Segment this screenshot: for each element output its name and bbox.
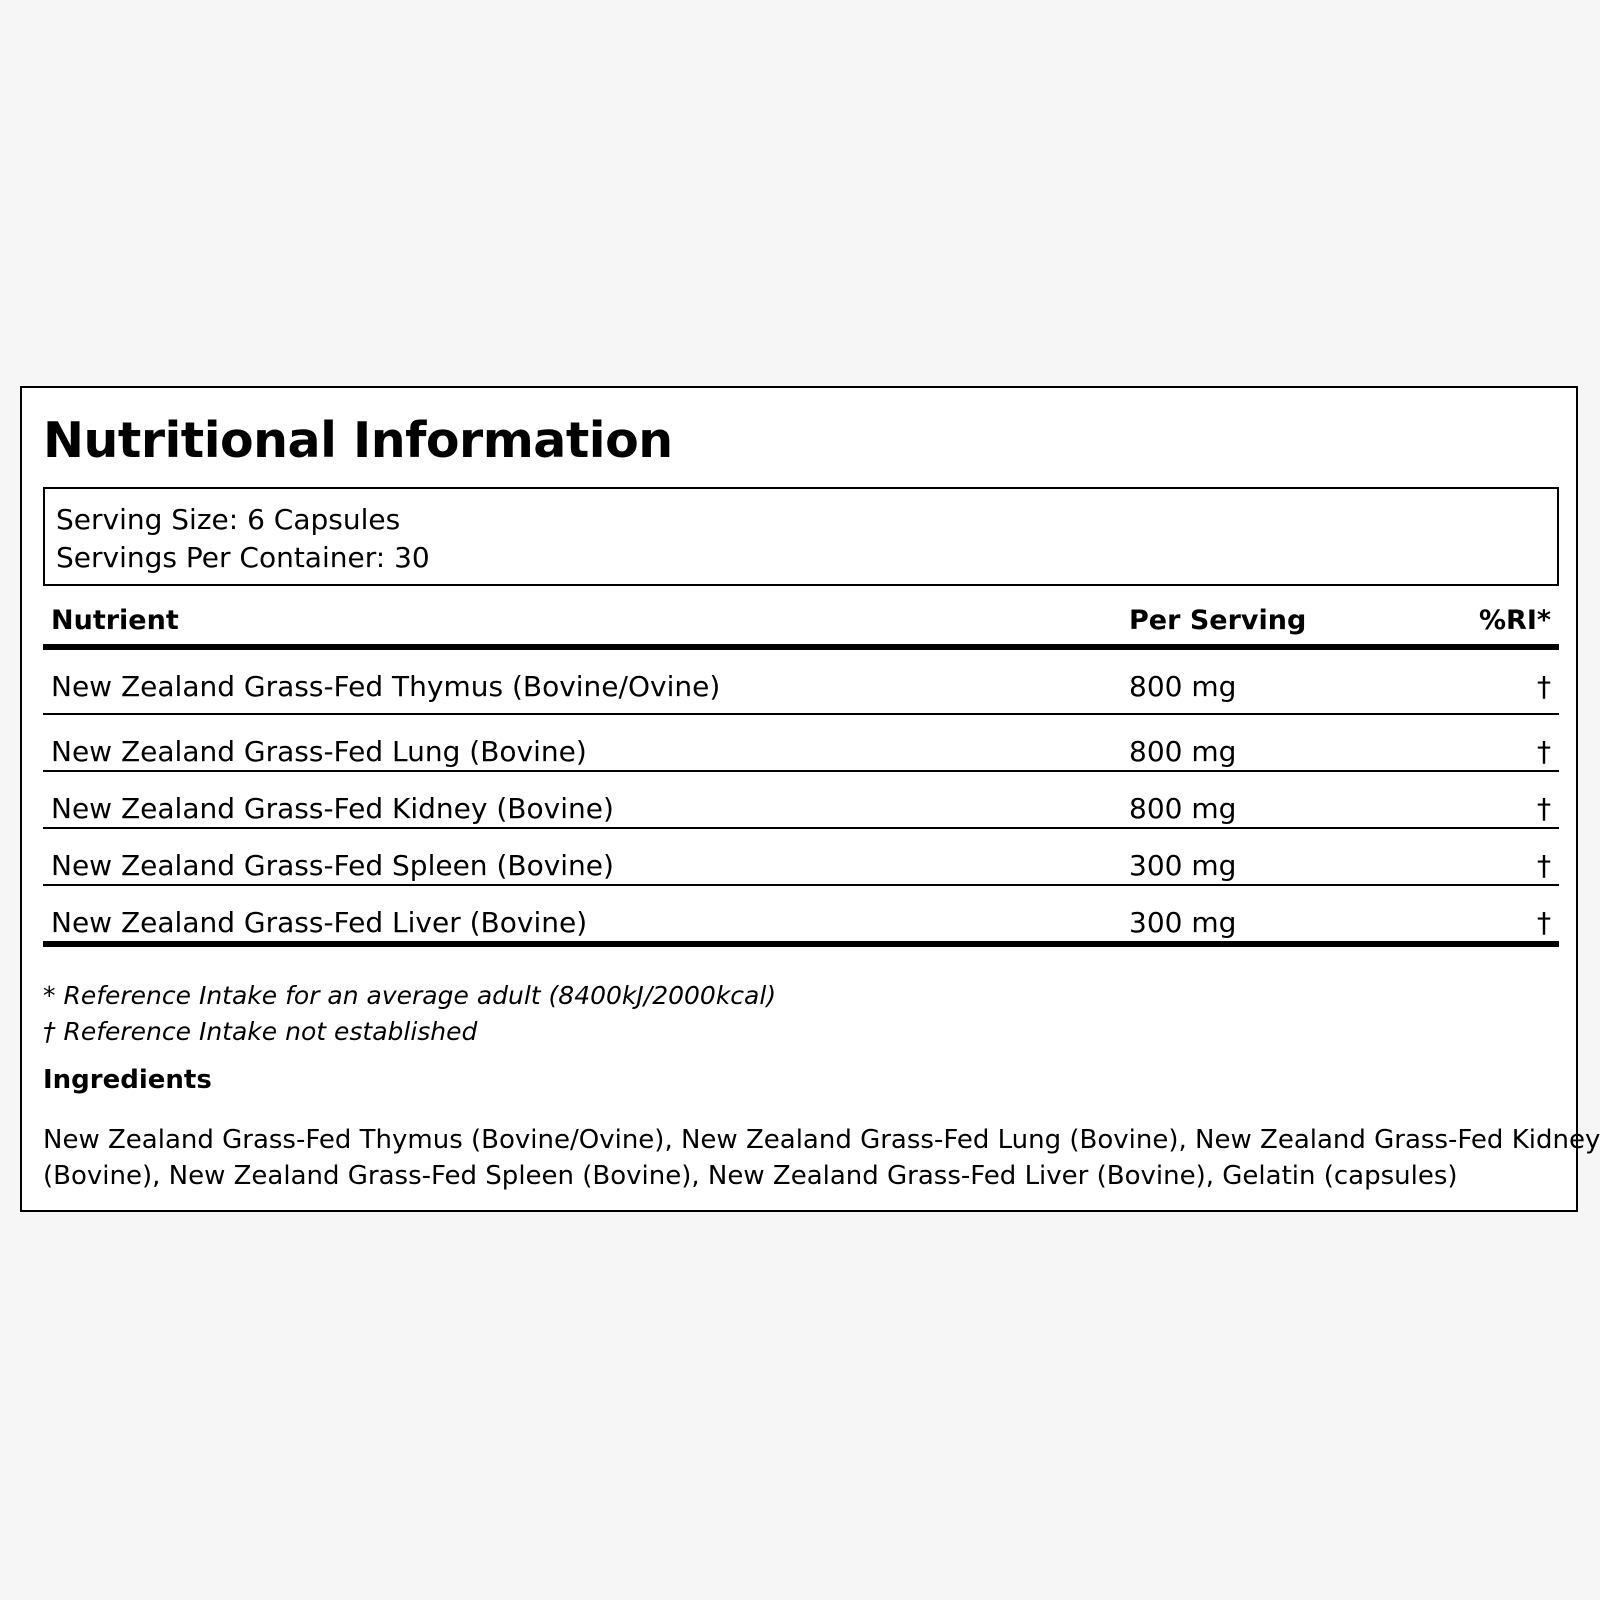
table-row bbox=[43, 829, 1559, 886]
ingredients-text bbox=[43, 1122, 1600, 1194]
table-row bbox=[43, 886, 1559, 947]
nutrient-ri: † bbox=[1537, 792, 1551, 825]
header-nutrient: Nutrient bbox=[51, 605, 179, 636]
nutrient-name: New Zealand Grass-Fed Lung (Bovine) bbox=[51, 735, 587, 768]
nutrient-ri: † bbox=[1537, 906, 1551, 939]
ingredients-heading: Ingredients bbox=[43, 1065, 212, 1095]
nutrient-name: New Zealand Grass-Fed Spleen (Bovine) bbox=[51, 849, 614, 882]
nutrient-table bbox=[43, 599, 1559, 947]
header-per-serving: Per Serving bbox=[1129, 605, 1307, 636]
nutrition-panel bbox=[20, 386, 1600, 1212]
ri-footnote: * Reference Intake for an average adult (8400kJ/2000kcal) bbox=[43, 981, 777, 1010]
table-row bbox=[43, 772, 1559, 829]
nutrient-name: New Zealand Grass-Fed Kidney (Bovine) bbox=[51, 792, 614, 825]
header-ri: %RI* bbox=[1478, 605, 1551, 636]
table-body bbox=[43, 650, 1559, 947]
nutrient-amount: 800 mg bbox=[1129, 670, 1237, 703]
serving-info-box bbox=[43, 487, 1559, 586]
nutrient-amount: 300 mg bbox=[1129, 849, 1237, 882]
nutrient-name: New Zealand Grass-Fed Liver (Bovine) bbox=[51, 906, 588, 939]
nutrient-ri: † bbox=[1537, 735, 1551, 768]
ingredients-line: New Zealand Grass-Fed Thymus (Bovine/Ovine), New Zealand Grass-Fed Lung (Bovine), New Zealand Grass-Fed Kidney bbox=[43, 1125, 1600, 1155]
servings-per-container: Servings Per Container: 30 bbox=[56, 541, 430, 574]
table-header bbox=[43, 599, 1559, 650]
nutrient-ri: † bbox=[1537, 670, 1551, 703]
nutrient-name: New Zealand Grass-Fed Thymus (Bovine/Ovine) bbox=[51, 670, 721, 703]
table-row bbox=[43, 650, 1559, 715]
footnotes bbox=[43, 978, 776, 1050]
serving-size: Serving Size: 6 Capsules bbox=[56, 503, 401, 536]
nutrient-ri: † bbox=[1537, 849, 1551, 882]
dagger-footnote: † Reference Intake not established bbox=[43, 1017, 478, 1046]
page-title: Nutritional Information bbox=[43, 412, 673, 469]
nutrient-amount: 800 mg bbox=[1129, 735, 1237, 768]
nutrient-amount: 800 mg bbox=[1129, 792, 1237, 825]
table-row bbox=[43, 715, 1559, 772]
ingredients-line: (Bovine), New Zealand Grass-Fed Spleen (Bovine), New Zealand Grass-Fed Liver (Bovine), Gelatin (capsules) bbox=[43, 1161, 1458, 1191]
nutrient-amount: 300 mg bbox=[1129, 906, 1237, 939]
